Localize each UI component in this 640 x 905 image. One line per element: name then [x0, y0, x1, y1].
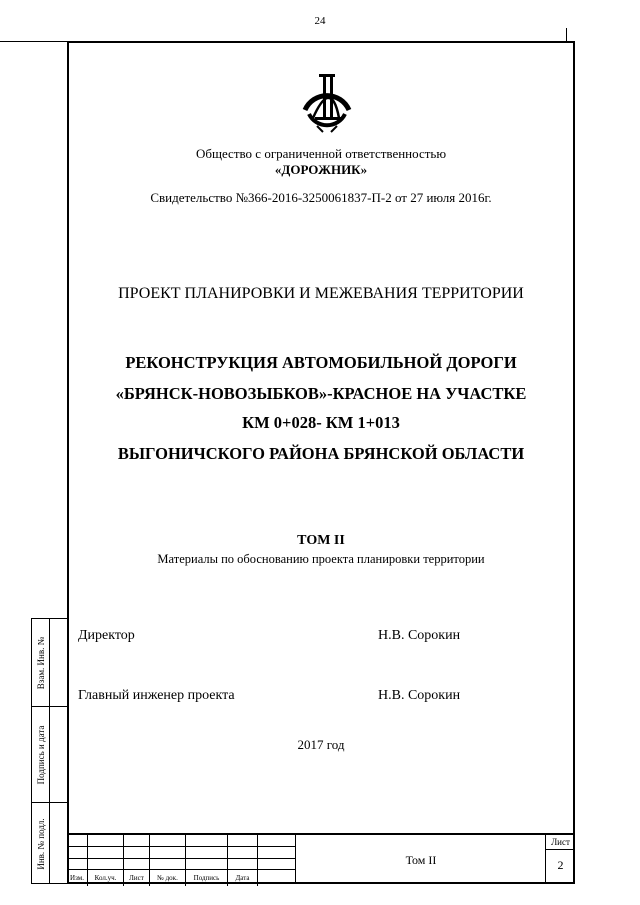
side-stamp-cell	[32, 707, 68, 803]
sheet-box	[545, 835, 575, 884]
stamp-col-kol: Кол.уч.	[88, 870, 124, 886]
title-block	[67, 833, 575, 886]
organization-type: Общество с ограниченной ответственностью	[195, 146, 447, 161]
stamp-col-line	[185, 835, 186, 870]
certificate-line: Свидетельство №366-2016-3250061837-П-2 от 27 июля 2016г.	[150, 190, 492, 205]
stamp-row-line	[67, 858, 295, 859]
organization-name: «ДОРОЖНИК»	[274, 162, 368, 177]
page-number: 24	[314, 15, 326, 27]
sheet-number: 2	[557, 858, 564, 872]
stamp-col-line	[257, 835, 258, 870]
company-logo	[299, 70, 355, 134]
signature-role: Директор	[78, 628, 135, 643]
side-stamp-label: Подпись и дата	[36, 725, 46, 784]
side-stamp	[31, 618, 67, 884]
signature-name: Н.В. Сорокин	[378, 628, 461, 643]
title-line: «БРЯНСК-НОВОЗЫБКОВ»-КРАСНОЕ НА УЧАСТКЕ	[115, 384, 527, 403]
stamp-columns-row	[67, 869, 295, 886]
stamp-col-list: Лист	[124, 870, 150, 886]
volume-label: ТОМ II	[297, 533, 345, 548]
year: 2017 год	[297, 737, 345, 752]
stamp-col-line	[149, 835, 150, 870]
side-stamp-cell	[32, 619, 68, 707]
stamp-col-doc: № док.	[150, 870, 186, 886]
title-line: КМ 0+028- КМ 1+013	[242, 413, 400, 432]
corner-mark	[566, 28, 567, 41]
side-stamp-cell	[32, 803, 68, 885]
project-type: ПРОЕКТ ПЛАНИРОВКИ И МЕЖЕВАНИЯ ТЕРРИТОРИИ	[118, 285, 524, 302]
stamp-col-line	[227, 835, 228, 870]
side-stamp-label: Инв. № подл.	[36, 818, 46, 870]
stamp-col-line	[123, 835, 124, 870]
volume-description: Материалы по обоснованию проекта планировки территории	[157, 552, 485, 566]
signature-name: Н.В. Сорокин	[378, 688, 461, 703]
stamp-col-empty	[258, 870, 295, 886]
stamp-col-line	[87, 835, 88, 870]
signature-role: Главный инженер проекта	[78, 688, 235, 703]
title-line: ВЫГОНИЧСКОГО РАЙОНА БРЯНСКОЙ ОБЛАСТИ	[117, 444, 525, 463]
title-line: РЕКОНСТРУКЦИЯ АВТОМОБИЛЬНОЙ ДОРОГИ	[125, 353, 517, 372]
stamp-col-sign: Подпись	[186, 870, 228, 886]
stamp-row-line	[67, 846, 295, 847]
stamp-doc-title: Том II	[295, 835, 546, 884]
side-stamp-label: Взам. Инв. №	[36, 636, 46, 689]
stamp-col-date: Дата	[228, 870, 258, 886]
sheet-label: Лист	[546, 835, 575, 850]
stamp-col-izm: Изм.	[67, 870, 88, 886]
